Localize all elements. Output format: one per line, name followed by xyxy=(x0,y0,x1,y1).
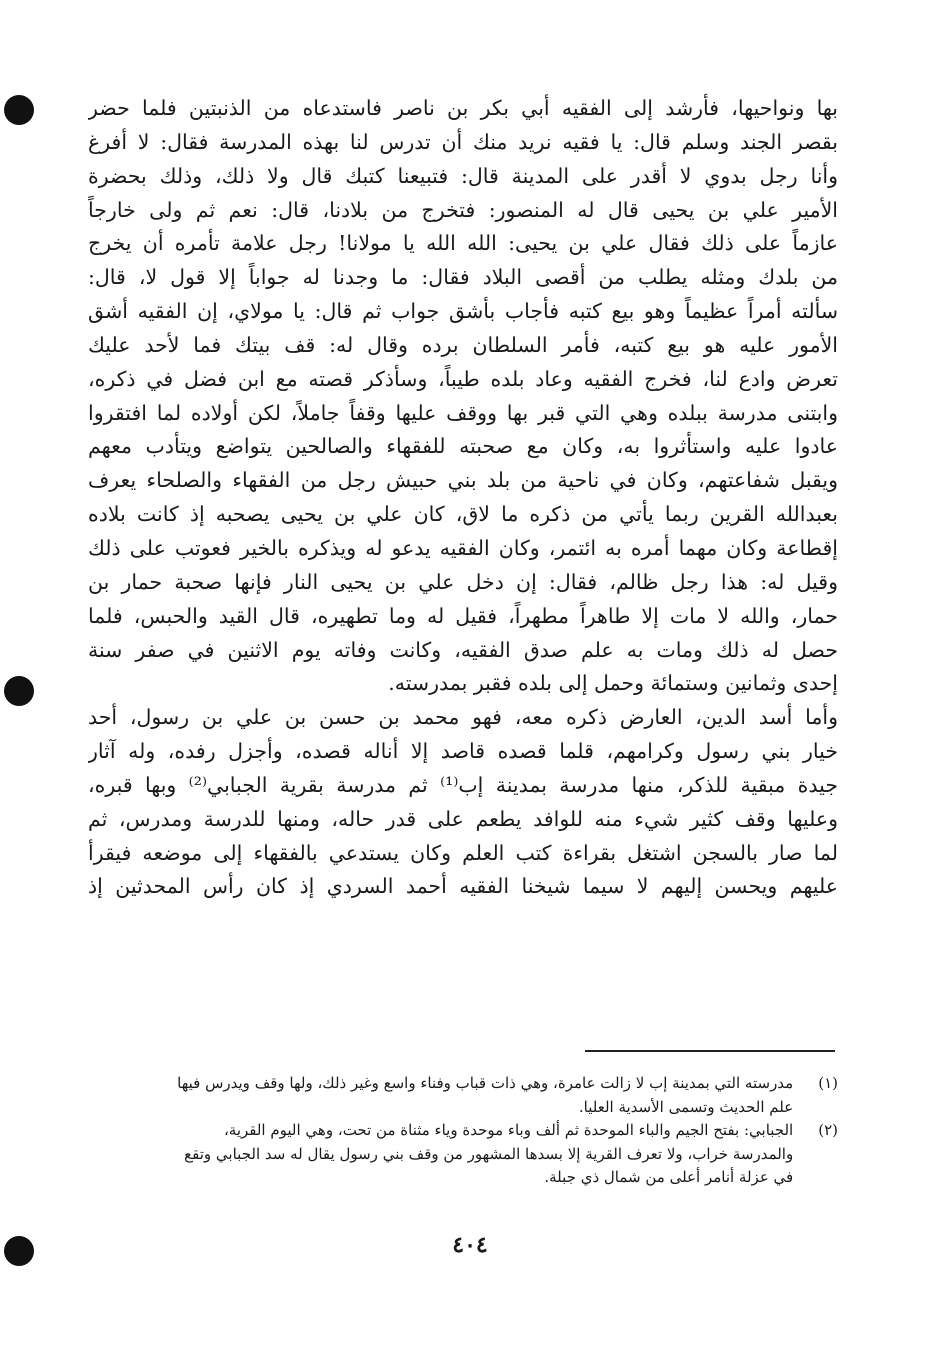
footnote-number: (٢) xyxy=(818,1121,838,1139)
footnote-1-continuation xyxy=(88,1096,838,1120)
punch-hole-mark xyxy=(4,95,34,125)
footnotes-block xyxy=(88,1072,838,1190)
text-line: ويقبل شفاعتهم، وكان في ناحية من بلد بني حبيش رجل من الفقهاء والصلحاء يعرف xyxy=(88,468,838,493)
footnote-text: علم الحديث وتسمى الأسدية العليا. xyxy=(578,1097,794,1116)
footnote-2 xyxy=(88,1119,838,1143)
text-line: الأمير علي بن يحيى قال له المنصور: فتخرج من بلادنا، قال: نعم ثم ولى خارجاً xyxy=(88,197,838,222)
footnote-1 xyxy=(88,1072,838,1096)
text-line: الأمور عليه هو بيع كتبه، فأمر السلطان برده وقال له: قف بيتك فما لأحد عليك xyxy=(88,332,838,357)
footnote-number: (١) xyxy=(818,1074,838,1092)
text-line: سألته أمراً عظيماً وهو بيع كتبه فأجاب بأشق جواب ثم قال: يا مولاي، إن الفقيه أشق xyxy=(88,299,838,324)
text-line: وأنا رجل بدوي لا أقدر على المدينة قال: فتبيعنا كتبك قال ولا ذلك، وذلك بحضرة xyxy=(88,163,838,188)
text-line-paragraph-end: إحدى وثمانين وستمائة وحمل إلى بلده فقبر بمدرسته. xyxy=(388,671,838,696)
text-line: من بلدك ومثله يطلب من أقصى البلاد فقال: ما وجدنا له جواباً إلا قول لا، قال: xyxy=(88,265,838,290)
text-line: خيار بني رسول وكرامهم، قلما قصده قاصد إلا أناله قصده، وأجزل رفده، وله آثار xyxy=(88,739,838,764)
footnote-2-continuation xyxy=(88,1166,838,1190)
page-number: ٤٠٤ xyxy=(452,1232,488,1258)
punch-hole-mark xyxy=(4,1236,34,1266)
footnote-text: والمدرسة خراب، ولا تعرف القرية إلا بسدها المشهور من وقف بني رسول يقال له سد الجبابي وتقع xyxy=(184,1144,794,1163)
footnote-text: الجبابي: بفتح الجيم والباء الموحدة ثم ألف وباء موحدة وياء مثناة من تحت، وهي اليوم القرية، xyxy=(223,1121,794,1139)
text-line: جيدة مبقية للذكر، منها مدرسة بمدينة إب⁽¹⁾ ثم مدرسة بقرية الجبابي⁽²⁾ وبها قبره، xyxy=(88,772,838,797)
text-line: عازماً على ذلك فقال علي بن يحيى: الله الله يا مولانا! رجل علامة تأمره أن يخرج xyxy=(88,231,838,256)
footnote-2-continuation xyxy=(88,1143,838,1167)
text-line: حصل له ذلك ومات به علم صدق الفقيه، وكانت وفاته يوم الاثنين في صفر سنة xyxy=(88,637,838,662)
text-line: وأما أسد الدين، العارض ذكره معه، فهو محمد بن حسن بن علي بن رسول، أحد xyxy=(88,705,838,730)
text-line: لما صار بالسجن اشتغل بقراءة كتب العلم وكان يستدعي بالفقهاء إلى موضعه فيقرأ xyxy=(88,840,838,865)
text-line: وابتنى مدرسة ببلده وهي التي قبر بها ووقف عليها وقفاً جاملاً، لكن أولاده لما افتقروا xyxy=(88,400,838,425)
text-line: وعليها وقف كثير شيء منه للوافد يطعم على قدر حاله، ومنها للدرسة ومدرس، ثم xyxy=(88,806,838,831)
text-line: عليهم ويحسن إليهم لا سيما شيخنا الفقيه أحمد السردي إذ كان رأس المحدثين إذ xyxy=(88,874,838,899)
text-line: بها ونواحيها، فأرشد إلى الفقيه أبي بكر بن ناصر فاستدعاه من الذنبتين فلما حضر xyxy=(88,96,838,120)
footnote-separator xyxy=(585,1050,835,1052)
text-line: حمار، والله لا مات إلا طاهراً مطهراً، فقيل له وما تطهيره، قال القيد والحبس، فلما xyxy=(88,603,838,628)
footnote-text: مدرسته التي بمدينة إب لا زالت عامرة، وهي ذات قباب وفناء واسع وغير ذلك، ولها وقف ويدرس فيها xyxy=(177,1074,794,1092)
footnote-text: في عزلة أنامر أعلى من شمال ذي جبلة. xyxy=(544,1168,794,1186)
text-line: بعبدالله القرين ربما يأتي من ذكره ما لاق، كان علي بن يحيى يصحبه إذ كانت بلاده xyxy=(88,502,838,527)
punch-hole-mark xyxy=(4,676,34,706)
text-line: إقطاعة وكان مهما أمره به ائتمر، وكان الفقيه يدعو له ويذكره بالخير فعوتب على ذلك xyxy=(88,535,838,560)
text-line: وقيل له: هذا رجل ظالم، فقال: إن دخل علي بن يحيى النار فإنها صحبة حمار بن xyxy=(88,569,838,594)
text-line: عادوا عليه واستأثروا به، وكان مع صحبته للفقهاء والصالحين يتواضع ويتأدب معهم xyxy=(88,434,838,459)
text-line: بقصر الجند وسلم قال: يا فقيه نريد منك أن تدرس لنا بهذه المدرسة فقال: لا أفرغ xyxy=(88,129,838,154)
main-text-block xyxy=(88,92,838,904)
text-line: تعرض وادع لنا، فخرج الفقيه وعاد بلده طيباً، وسأذكر قصته مع ابن فضل في ذكره، xyxy=(88,366,838,391)
